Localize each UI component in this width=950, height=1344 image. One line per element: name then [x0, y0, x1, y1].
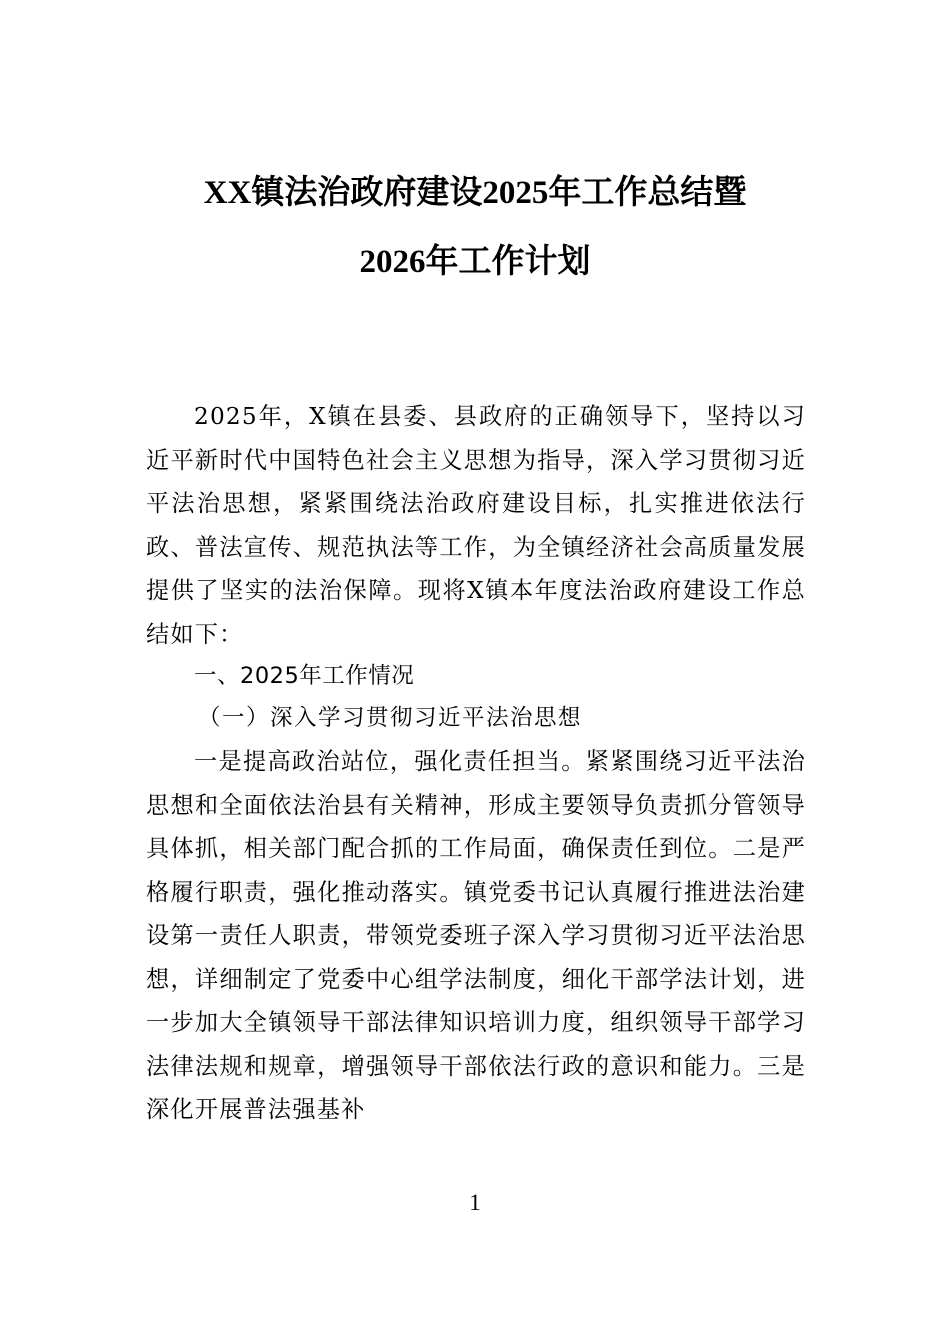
section-heading: 一、2025年工作情况 [194, 663, 415, 689]
document-title-line-2: 2026年工作计划 [359, 244, 591, 280]
document-body [146, 395, 806, 1132]
page-number: 1 [469, 1190, 481, 1215]
subsection-heading: （一）深入学习贯彻习近平法治思想 [198, 705, 583, 731]
body-paragraph: 一是提高政治站位，强化责任担当。紧紧围绕习近平法治思想和全面依法治县有关精神，形成主要领导负责抓分管领导具体抓，相关部门配合抓的工作局面，确保责任到位。二是严格履行职责，强化推动落实。镇党委书记认真履行推进法治建设第一责任人职责，带领党委班子深入学习贯彻习近平法治思想，详细制定了党委中心组学法制度，细化干部学法计划，进一步加大全镇领导干部法律知识培训力度，组织领导干部学习法律法规和规章，增强领导干部依法行政的意识和能力。三是深化开展普法强基补 [146, 748, 806, 1123]
document-title-line-1: XX镇法治政府建设2025年工作总结暨 [203, 175, 747, 211]
intro-paragraph: 2025年，X镇在县委、县政府的正确领导下，坚持以习近平新时代中国特色社会主义思想为指导，深入学习贯彻习近平法治思想，紧紧围绕法治政府建设目标，扎实推进依法行政、普法宣传、规范执法等工作，为全镇经济社会高质量发展提供了坚实的法治保障。现将X镇本年度法治政府建设工作总结如下： [146, 403, 806, 648]
